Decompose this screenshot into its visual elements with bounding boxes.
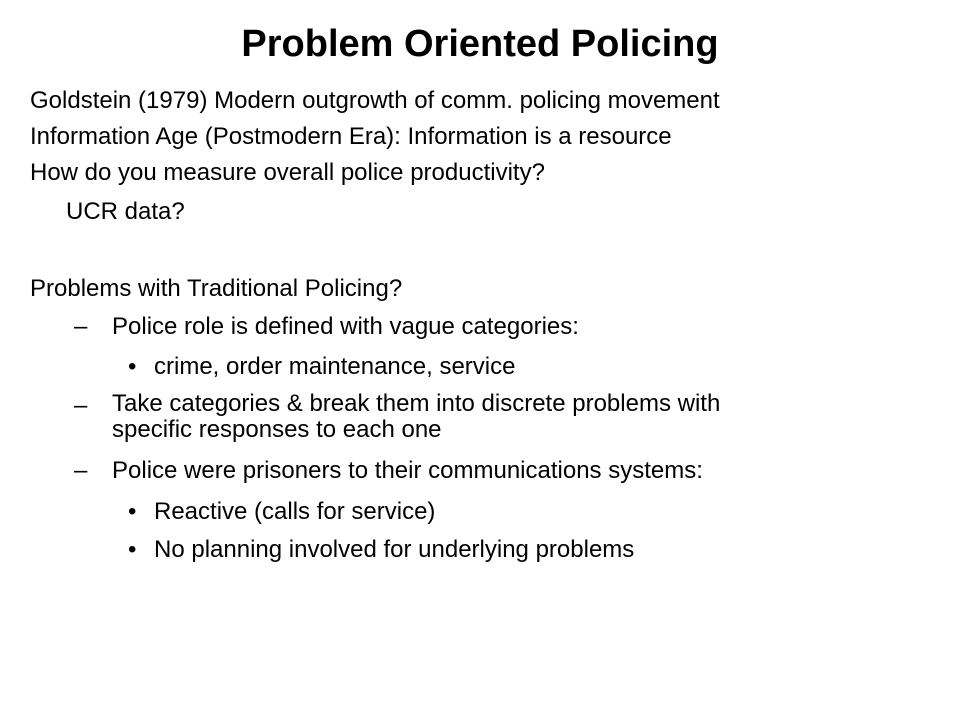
sub-item-crime-order-service: crime, order maintenance, service <box>154 353 516 380</box>
item-vague-categories: Police role is defined with vague categories: <box>112 313 579 340</box>
dash-marker: – <box>74 457 88 484</box>
item-break-categories-line2: specific responses to each one <box>112 416 442 443</box>
dash-marker: – <box>74 392 88 419</box>
intro-line-goldstein: Goldstein (1979) Modern outgrowth of comm. policing movement <box>30 87 720 114</box>
bullet-marker: • <box>128 353 137 380</box>
slide-title: Problem Oriented Policing <box>241 23 719 65</box>
problems-heading: Problems with Traditional Policing? <box>30 275 403 302</box>
intro-line-productivity-question: How do you measure overall police productivity? <box>30 159 545 186</box>
sub-item-reactive: Reactive (calls for service) <box>154 498 436 525</box>
bullet-marker: • <box>128 498 137 525</box>
bullet-marker: • <box>128 536 137 563</box>
dash-marker: – <box>74 313 88 340</box>
item-communications-systems: Police were prisoners to their communications systems: <box>112 457 703 484</box>
sub-item-no-planning: No planning involved for underlying problems <box>154 536 635 563</box>
intro-line-information-age: Information Age (Postmodern Era): Information is a resource <box>30 123 672 150</box>
intro-line-ucr-data: UCR data? <box>66 198 185 225</box>
item-break-categories-line1: Take categories & break them into discrete problems with <box>112 390 721 417</box>
